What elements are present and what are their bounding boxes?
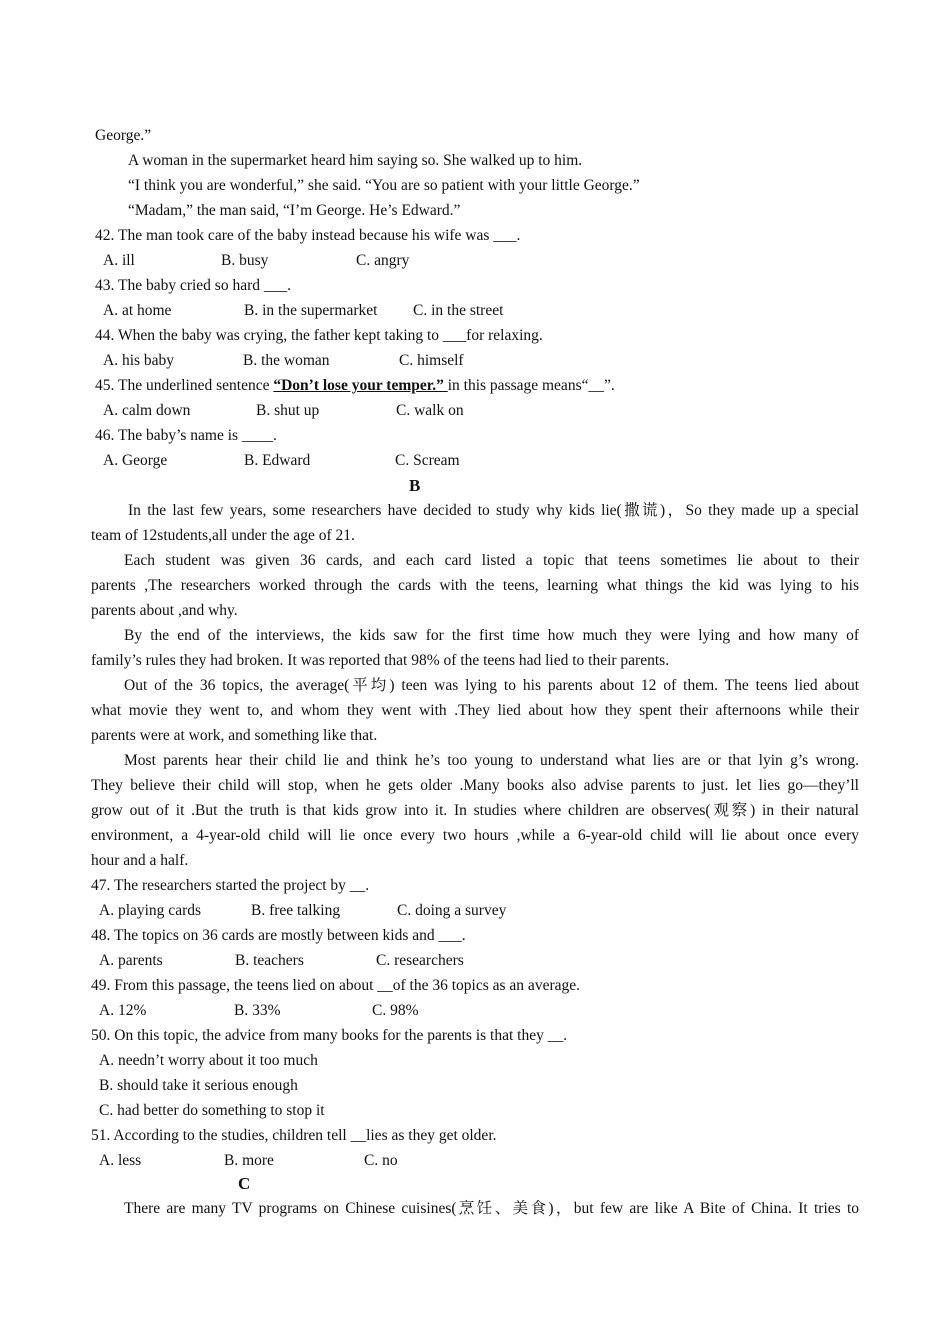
option-a: A. 12% xyxy=(99,1002,147,1019)
passage-b-line: environment, a 4-year-old child will lie once every two hours ,while a 6-year-old child will lie about once every xyxy=(91,827,859,844)
option-b: B. shut up xyxy=(256,402,320,419)
passage-b-line: what movie they went to, and whom they went with .They lied about how they spent their afternoons while their xyxy=(91,702,859,719)
underlined-sentence: “Don’t lose your temper.” xyxy=(273,377,448,394)
passage-a-line: George.” xyxy=(95,127,152,144)
passage-b-line: Each student was given 36 cards, and each card listed a topic that teens sometimes lie about to their xyxy=(124,552,859,569)
question-45-text: 45. The underlined sentence xyxy=(95,377,274,394)
question-48: 48. The topics on 36 cards are mostly between kids and ___. xyxy=(91,927,466,944)
passage-b-line: family’s rules they had broken. It was reported that 98% of the teens had lied to their parents. xyxy=(91,652,670,669)
question-42: 42. The man took care of the baby instead because his wife was ___. xyxy=(95,227,521,244)
option-b: B. the woman xyxy=(243,352,330,369)
option-b: B. should take it serious enough xyxy=(99,1077,298,1094)
question-44: 44. When the baby was crying, the father kept taking to ___for relaxing. xyxy=(95,327,543,344)
option-c: C. walk on xyxy=(396,402,464,419)
passage-c-line: There are many TV programs on Chinese cuisines(烹饪、美食)，but few are like A Bite of China. It tries to xyxy=(124,1200,859,1217)
option-a: A. his baby xyxy=(103,352,175,369)
passage-a-line: “I think you are wonderful,” she said. “You are so patient with your little George.” xyxy=(128,177,640,194)
passage-b-line: They believe their child will stop, when he gets older .Many books also advise parents to just. let lies go—they’ll xyxy=(91,777,859,794)
option-a: A. needn’t worry about it too much xyxy=(99,1052,318,1069)
option-b: B. teachers xyxy=(235,952,304,969)
option-c: C. angry xyxy=(356,252,410,269)
option-a: A. George xyxy=(103,452,168,469)
option-b: B. free talking xyxy=(251,902,341,919)
passage-b-line: By the end of the interviews, the kids saw for the first time how much they were lying and how many of xyxy=(124,627,859,644)
passage-b-line: parents were at work, and something like that. xyxy=(91,727,378,744)
option-c: C. himself xyxy=(399,352,464,369)
option-c: C. 98% xyxy=(372,1002,419,1019)
option-b: B. Edward xyxy=(244,452,311,469)
section-b-heading: B xyxy=(409,476,421,495)
question-50: 50. On this topic, the advice from many books for the parents is that they __. xyxy=(91,1027,568,1044)
option-a: A. less xyxy=(99,1152,142,1169)
option-c: C. Scream xyxy=(395,452,460,469)
question-45-tail: in this passage means“__”. xyxy=(447,377,615,394)
passage-a-line: “Madam,” the man said, “I’m George. He’s Edward.” xyxy=(128,202,461,219)
option-a: A. parents xyxy=(99,952,163,969)
passage-b-line: parents about ,and why. xyxy=(91,602,238,619)
passage-b-line: parents ,The researchers worked through the cards with the teens, learning what things the kid was lying to his xyxy=(91,577,859,594)
passage-b-line: hour and a half. xyxy=(91,852,189,869)
option-b: B. busy xyxy=(221,252,269,269)
option-c: C. doing a survey xyxy=(397,902,507,919)
option-a: A. calm down xyxy=(103,402,191,419)
option-a: A. ill xyxy=(103,252,135,269)
option-b: B. 33% xyxy=(234,1002,281,1019)
option-c: C. in the street xyxy=(413,302,504,319)
question-46: 46. The baby’s name is ____. xyxy=(95,427,277,444)
option-c: C. no xyxy=(364,1152,398,1169)
question-49: 49. From this passage, the teens lied on about __of the 36 topics as an average. xyxy=(91,977,580,994)
option-b: B. more xyxy=(224,1152,274,1169)
option-a: A. at home xyxy=(103,302,172,319)
option-a: A. playing cards xyxy=(99,902,202,919)
question-43: 43. The baby cried so hard ___. xyxy=(95,277,291,294)
section-c-heading: C xyxy=(238,1174,251,1193)
option-c: C. researchers xyxy=(376,952,464,969)
passage-b-line: grow out of it .But the truth is that kids grow into it. In studies where children are observes(观察) in their natural xyxy=(91,802,859,819)
passage-a-line: A woman in the supermarket heard him saying so. She walked up to him. xyxy=(128,152,583,169)
passage-b-line: In the last few years, some researchers have decided to study why kids lie(撒谎)，So they made up a special xyxy=(128,502,859,519)
option-c: C. had better do something to stop it xyxy=(99,1102,325,1119)
passage-b-line: Out of the 36 topics, the average(平均) teen was lying to his parents about 12 of them. The teens lied about xyxy=(124,677,859,694)
question-45 xyxy=(95,376,615,396)
question-51: 51. According to the studies, children tell __lies as they get older. xyxy=(91,1127,497,1144)
option-b: B. in the supermarket xyxy=(244,302,378,319)
passage-b-line: team of 12students,all under the age of 21. xyxy=(91,527,355,544)
question-47: 47. The researchers started the project by __. xyxy=(91,877,370,894)
passage-b-line: Most parents hear their child lie and think he’s too young to understand what lies are or that lyin g’s wrong. xyxy=(124,752,859,769)
